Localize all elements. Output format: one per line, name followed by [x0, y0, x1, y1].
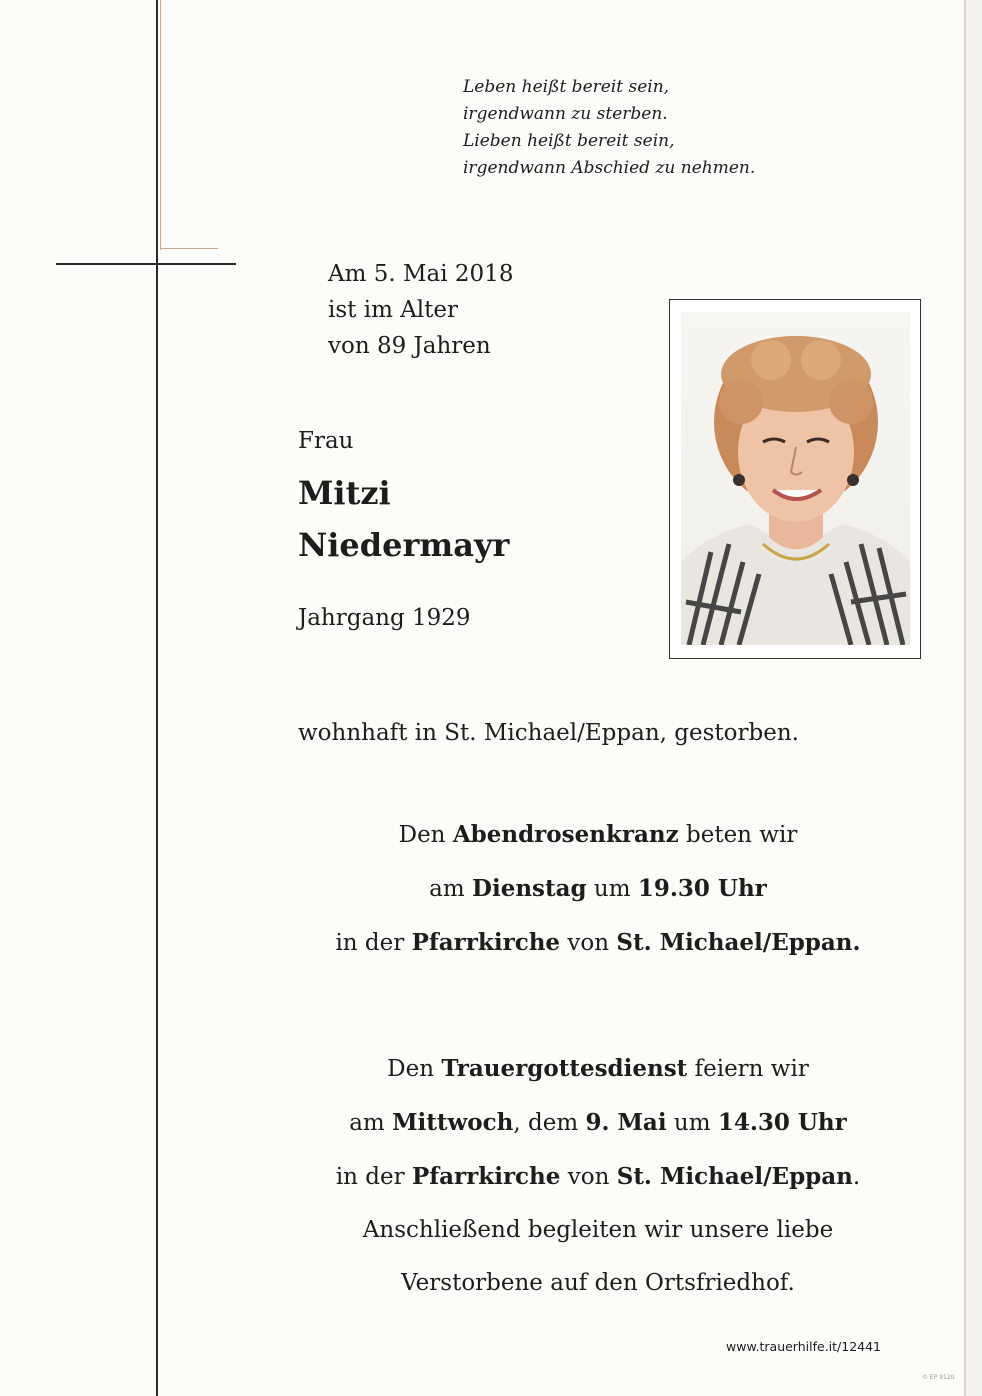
rosary-announcement	[298, 808, 898, 970]
text: feiern wir	[687, 1056, 809, 1082]
funeral-line-2	[298, 1096, 898, 1150]
text: um	[666, 1110, 718, 1136]
poem-line: irgendwann Abschied zu nehmen.	[463, 158, 756, 178]
text: um	[586, 876, 638, 902]
salutation: Frau	[298, 428, 354, 454]
funeral-place: St. Michael/Eppan	[616, 1163, 853, 1190]
rosary-label: Abendrosenkranz	[452, 821, 679, 848]
text: am	[429, 876, 473, 902]
funeral-date: 9. Mai	[585, 1109, 667, 1136]
rosary-day: Dienstag	[472, 875, 587, 902]
funeral-line-1	[298, 1042, 898, 1096]
text: Den	[398, 822, 453, 848]
last-name: Niedermayr	[298, 526, 510, 564]
intro-line: ist im Alter	[328, 297, 459, 323]
rosary-line-1	[298, 808, 898, 862]
rosary-place: St. Michael/Eppan.	[616, 929, 861, 956]
funeral-label: Trauergottesdienst	[441, 1055, 688, 1082]
cross-horizontal-line	[56, 263, 236, 265]
text: in der	[335, 1164, 412, 1190]
funeral-announcement	[298, 1042, 898, 1310]
rosary-line-2	[298, 862, 898, 916]
funeral-line-5: Verstorbene auf den Ortsfriedhof.	[401, 1270, 795, 1296]
rosary-line-3	[298, 916, 898, 970]
footer-url[interactable]: www.trauerhilfe.it/12441	[726, 1339, 882, 1354]
text: am	[349, 1110, 393, 1136]
rosary-church: Pfarrkirche	[411, 929, 561, 956]
print-code: © EP 9120	[922, 1374, 955, 1381]
cross-vertical-line	[156, 0, 158, 1396]
funeral-day: Mittwoch	[392, 1109, 514, 1136]
funeral-line-4: Anschließend begleiten wir unsere liebe	[362, 1217, 834, 1243]
rosary-time: 19.30 Uhr	[637, 875, 767, 902]
residence-text: wohnhaft in St. Michael/Eppan, gestorben.	[298, 720, 799, 746]
death-intro	[328, 256, 513, 364]
funeral-church: Pfarrkirche	[411, 1163, 561, 1190]
cross-horizontal-accent	[160, 248, 218, 249]
poem-line: Leben heißt bereit sein,	[463, 77, 670, 97]
deceased-name	[298, 467, 509, 571]
portrait-photo	[681, 312, 910, 645]
intro-line: Am 5. Mai 2018	[328, 261, 514, 287]
funeral-line-3	[298, 1150, 898, 1204]
text: von	[560, 1164, 617, 1190]
poem-line: irgendwann zu sterben.	[463, 104, 668, 124]
text: von	[560, 930, 617, 956]
text: beten wir	[678, 822, 798, 848]
first-name: Mitzi	[298, 474, 391, 512]
funeral-time: 14.30 Uhr	[717, 1109, 847, 1136]
text: in der	[335, 930, 412, 956]
intro-line: von 89 Jahren	[328, 333, 491, 359]
poem-line: Lieben heißt bereit sein,	[463, 131, 675, 151]
poem	[463, 74, 755, 182]
text: , dem	[513, 1110, 586, 1136]
text: Den	[387, 1056, 442, 1082]
portrait-frame	[669, 299, 921, 659]
cross-vertical-accent	[160, 0, 161, 250]
text: .	[852, 1164, 861, 1190]
birth-year: Jahrgang 1929	[298, 605, 471, 631]
